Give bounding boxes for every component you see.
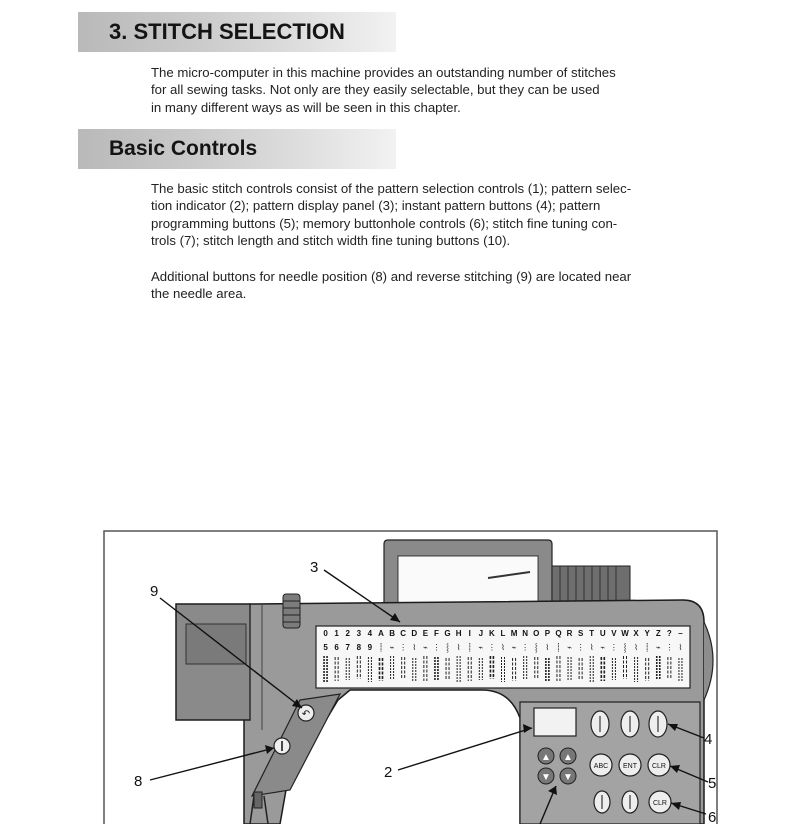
callout-4: 4	[704, 731, 713, 748]
stitch-symbol: ⌇	[545, 643, 550, 652]
panel-char: 8	[356, 643, 362, 652]
callout-3: 3	[310, 559, 319, 576]
clr-button-label: CLR	[651, 763, 667, 770]
needle-bar	[254, 792, 262, 808]
stitch-symbol: ⸽	[468, 643, 471, 652]
panel-char: A	[378, 629, 384, 638]
panel-char: 5	[323, 643, 328, 652]
panel-char: C	[400, 629, 407, 638]
clr-buttonhole-label: CLR	[652, 800, 668, 807]
handwheel-knob	[283, 594, 300, 628]
panel-char: 0	[323, 629, 328, 638]
panel-char: Q	[555, 629, 562, 638]
svg-text:▼: ▼	[563, 772, 573, 783]
panel-char: Z	[655, 629, 661, 638]
panel-char: X	[633, 629, 639, 638]
stitch-symbol: ⌇	[634, 643, 639, 652]
panel-char: P	[544, 629, 551, 638]
stitch-symbol: ⸽	[557, 643, 560, 652]
stitch-symbol: ⋮	[576, 643, 585, 652]
stitch-symbol: ⌁	[422, 643, 428, 652]
panel-char: M	[510, 629, 518, 638]
panel-char: U	[599, 629, 606, 638]
panel-char: F	[434, 629, 439, 638]
panel-char: R	[566, 629, 573, 638]
pattern-selection-indicator	[534, 708, 576, 736]
basic-line: programming buttons (5); memory buttonhole controls (6); stitch fine tuning con-	[151, 215, 618, 231]
section-heading: 3. STITCH SELECTION	[109, 19, 345, 44]
panel-char: ?	[666, 629, 672, 638]
basic-line: tion indicator (2); pattern display panel (3); instant pattern buttons (4); pattern	[151, 198, 601, 214]
instant-pattern-buttons[interactable]	[591, 711, 667, 737]
stitch-symbol: ⸾	[446, 643, 449, 652]
panel-char: K	[489, 629, 495, 638]
handle-inner	[398, 556, 538, 606]
stitch-symbol: ⌁	[567, 643, 572, 652]
panel-char: W	[621, 629, 629, 638]
ent-button-label: ENT	[623, 763, 637, 770]
callout-2: 2	[384, 764, 393, 781]
panel-char: I	[468, 629, 471, 638]
panel-char: 3	[356, 629, 362, 638]
intro-line: for all sewing tasks. Not only are they easily selectable, but they can be used	[151, 82, 600, 98]
callout-6: 6	[708, 809, 717, 824]
stitch-symbol: ⌁	[511, 643, 517, 652]
panel-char: 9	[367, 643, 373, 652]
panel-char: D	[411, 629, 418, 638]
stitch-symbol: ⸾	[623, 643, 627, 652]
panel-char: G	[444, 629, 451, 638]
panel-char: E	[422, 629, 429, 638]
panel-char: 1	[334, 629, 339, 638]
body-right-end	[704, 622, 713, 700]
stitch-symbol: ⌁	[655, 643, 661, 652]
callout-9: 9	[150, 583, 159, 600]
stitch-symbol: ⋮	[521, 643, 530, 652]
stitch-symbol: ⌁	[478, 643, 484, 652]
stitch-symbol: ⸽	[646, 643, 649, 652]
basic-line: The basic stitch controls consist of the pattern selection controls (1); pattern selec-	[151, 181, 632, 196]
panel-char: 4	[367, 629, 373, 638]
panel-char: 7	[345, 643, 350, 652]
stitch-symbol: ⌇	[456, 643, 461, 652]
subheading: Basic Controls	[109, 137, 258, 160]
panel-char: L	[500, 629, 506, 638]
stitch-symbol: ⸾	[534, 643, 538, 652]
stitch-symbol: ⸽	[379, 643, 383, 652]
panel-char: V	[611, 629, 617, 638]
panel-char: Y	[644, 629, 650, 638]
stitch-symbol: ⌇	[412, 643, 417, 652]
svg-text:▼: ▼	[541, 772, 551, 783]
panel-char: 2	[345, 629, 350, 638]
basic-line: trols (7); stitch length and stitch width fine tuning buttons (10).	[151, 233, 511, 249]
stitch-symbol: ⋮	[609, 643, 618, 652]
stitch-symbol: ⋮	[432, 643, 441, 652]
panel-char: –	[678, 629, 683, 638]
callout-8: 8	[134, 773, 143, 790]
abc-button-label: ABC	[593, 763, 609, 770]
panel-char: N	[522, 629, 529, 638]
panel-char: H	[455, 629, 462, 638]
stitch-symbol: ⋮	[399, 643, 408, 652]
stitch-symbol: ⌇	[589, 643, 594, 652]
callout-5: 5	[708, 775, 717, 792]
additional-line: Additional buttons for needle position (8) and reverse stitching (9) are located near	[151, 269, 632, 284]
svg-text:▲: ▲	[541, 752, 551, 763]
panel-char: S	[577, 629, 584, 638]
stitch-symbol: ⌁	[600, 643, 606, 652]
reverse-stitch-glyph: ↶	[301, 709, 311, 720]
panel-char: 6	[334, 643, 339, 652]
stitch-symbol: ⌇	[678, 643, 683, 652]
intro-line: The micro-computer in this machine provides an outstanding number of stitches	[151, 65, 616, 80]
panel-char: B	[389, 629, 395, 638]
additional-line: the needle area.	[151, 286, 247, 302]
stitch-symbol: ⋮	[665, 643, 674, 652]
stitch-symbol: ⌇	[501, 643, 505, 652]
stitch-symbol: ⋮	[487, 643, 496, 652]
intro-line: in many different ways as will be seen in this chapter.	[151, 99, 461, 115]
panel-char: T	[589, 629, 595, 638]
panel-char: J	[478, 629, 484, 638]
panel-char: O	[533, 629, 540, 638]
stitch-symbol: ⌁	[389, 643, 395, 652]
svg-text:▲: ▲	[563, 752, 573, 763]
